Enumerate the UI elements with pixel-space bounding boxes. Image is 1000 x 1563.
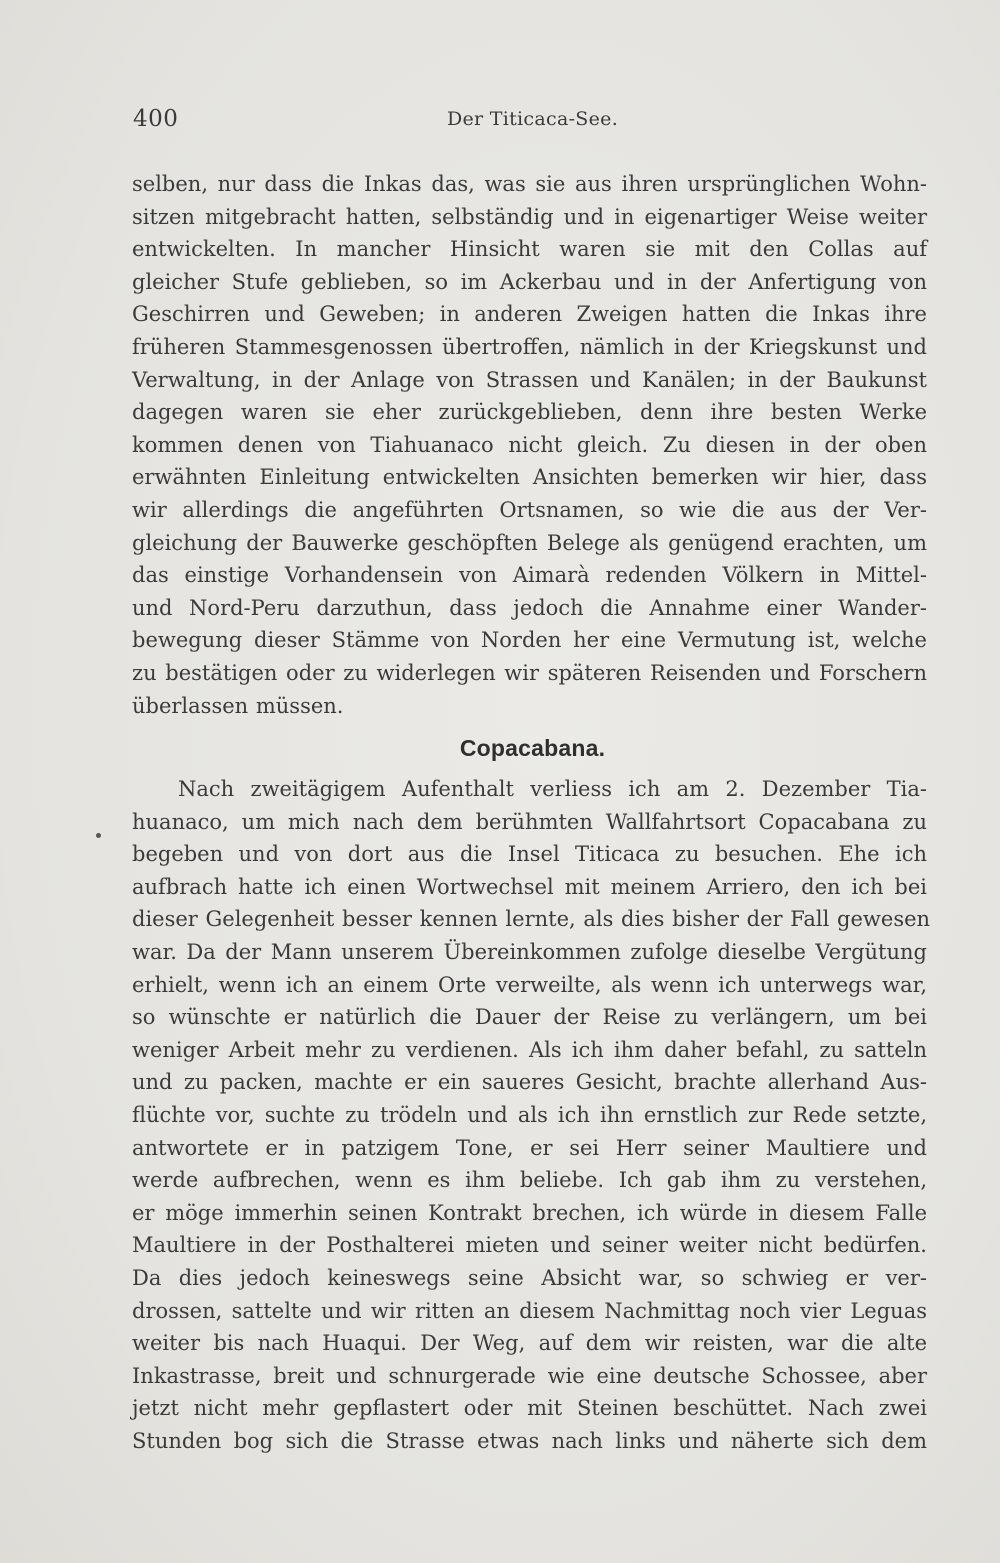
text-line: war. Da der Mann unserem Übereinkommen zufolge dieselbe Vergütung bbox=[132, 939, 927, 964]
text-line: überlassen müssen. bbox=[132, 693, 344, 718]
text-line: drossen, sattelte und wir ritten an diesem Nachmittag noch vier Leguas bbox=[132, 1298, 927, 1323]
text-line: antwortete er in patzigem Tone, er sei Herr seiner Maultiere und bbox=[132, 1135, 927, 1160]
text-line: früheren Stammesgenossen übertroffen, nämlich in der Kriegskunst und bbox=[132, 334, 927, 359]
text-line: begeben und von dort aus die Insel Titicaca zu besuchen. Ehe ich bbox=[132, 842, 927, 867]
page-number: 400 bbox=[133, 106, 179, 132]
text-line: das einstige Vorhandensein von Aimarà redenden Völkern in Mittel- bbox=[132, 563, 927, 588]
text-line: erhielt, wenn ich an einem Orte verweilte, als wenn ich unterwegs war, bbox=[132, 972, 927, 997]
text-line: gleichung der Bauwerke geschöpften Belege als genügend erachten, um bbox=[132, 530, 927, 555]
text-line: dieser Gelegenheit besser kennen lernte, als dies bisher der Fall gewesen bbox=[132, 907, 931, 932]
paragraph-1 bbox=[132, 168, 927, 722]
text-line: selben, nur dass die Inkas das, was sie aus ihren ursprünglichen Wohn- bbox=[132, 172, 927, 196]
text-line: Stunden bog sich die Strasse etwas nach links und näherte sich dem bbox=[132, 1428, 927, 1453]
text-line: sitzen mitgebracht hatten, selbständig und in eigenartiger Weise weiter bbox=[132, 204, 927, 229]
text-line: jetzt nicht mehr gepflastert oder mit Steinen beschüttet. Nach zwei bbox=[132, 1396, 927, 1421]
text-line: Inkastrasse, breit und schnurgerade wie eine deutsche Schossee, aber bbox=[132, 1363, 927, 1388]
text-line: werde aufbrechen, wenn es ihm beliebe. Ich gab ihm zu verstehen, bbox=[132, 1168, 927, 1193]
text-line: und Nord-Peru darzuthun, dass jedoch die Annahme einer Wander- bbox=[132, 595, 927, 620]
text-line: zu bestätigen oder zu widerlegen wir späteren Reisenden und Forschern bbox=[132, 660, 927, 685]
text-line: gleicher Stufe geblieben, so im Ackerbau und in der Anfertigung von bbox=[132, 269, 927, 294]
text-line: weiter bis nach Huaqui. Der Weg, auf dem wir reisten, war die alte bbox=[132, 1331, 927, 1356]
text-line: entwickelten. In mancher Hinsicht waren sie mit den Collas auf bbox=[132, 237, 927, 262]
text-line: aufbrach hatte ich einen Wortwechsel mit meinem Arriero, den ich bei bbox=[132, 874, 927, 899]
text-line: so wünschte er natürlich die Dauer der Reise zu verlängern, um bei bbox=[132, 1005, 927, 1030]
text-line: weniger Arbeit mehr zu verdienen. Als ich ihm daher befahl, zu satteln bbox=[132, 1037, 927, 1062]
text-line: kommen denen von Tiahuanaco nicht gleich. Zu diesen in der oben bbox=[132, 432, 927, 457]
ink-speck bbox=[96, 833, 101, 838]
text-line: flüchte vor, suchte zu trödeln und als ich ihn ernstlich zur Rede setzte, bbox=[132, 1102, 927, 1127]
text-line: Maultiere in der Posthalterei mieten und seiner weiter nicht bedürfen. bbox=[132, 1233, 927, 1258]
text-line: erwähnten Einleitung entwickelten Ansichten bemerken wir hier, dass bbox=[132, 465, 927, 490]
text-line: Nach zweitägigem Aufenthalt verliess ich am 2. Dezember Tia- bbox=[178, 777, 927, 801]
text-line: huanaco, um mich nach dem berühmten Wallfahrtsort Copacabana zu bbox=[132, 809, 927, 834]
text-line: Verwaltung, in der Anlage von Strassen und Kanälen; in der Baukunst bbox=[132, 367, 927, 392]
text-line: dagegen waren sie eher zurückgeblieben, denn ihre besten Werke bbox=[132, 400, 927, 425]
section-heading: Copacabana. bbox=[459, 735, 606, 761]
paragraph-2 bbox=[132, 773, 931, 1457]
text-line: wir allerdings die angeführten Ortsnamen, so wie die aus der Ver- bbox=[132, 497, 927, 522]
text-line: bewegung dieser Stämme von Norden her eine Vermutung ist, welche bbox=[132, 628, 927, 653]
text-line: Da dies jedoch keineswegs seine Absicht war, so schwieg er ver- bbox=[132, 1265, 927, 1290]
text-line: er möge immerhin seinen Kontrakt brechen, ich würde in diesem Falle bbox=[132, 1200, 927, 1225]
text-line: Geschirren und Geweben; in anderen Zweigen hatten die Inkas ihre bbox=[132, 302, 927, 327]
running-head: Der Titicaca-See. bbox=[446, 108, 619, 130]
text-line: und zu packen, machte er ein saueres Gesicht, brachte allerhand Aus- bbox=[132, 1070, 927, 1095]
